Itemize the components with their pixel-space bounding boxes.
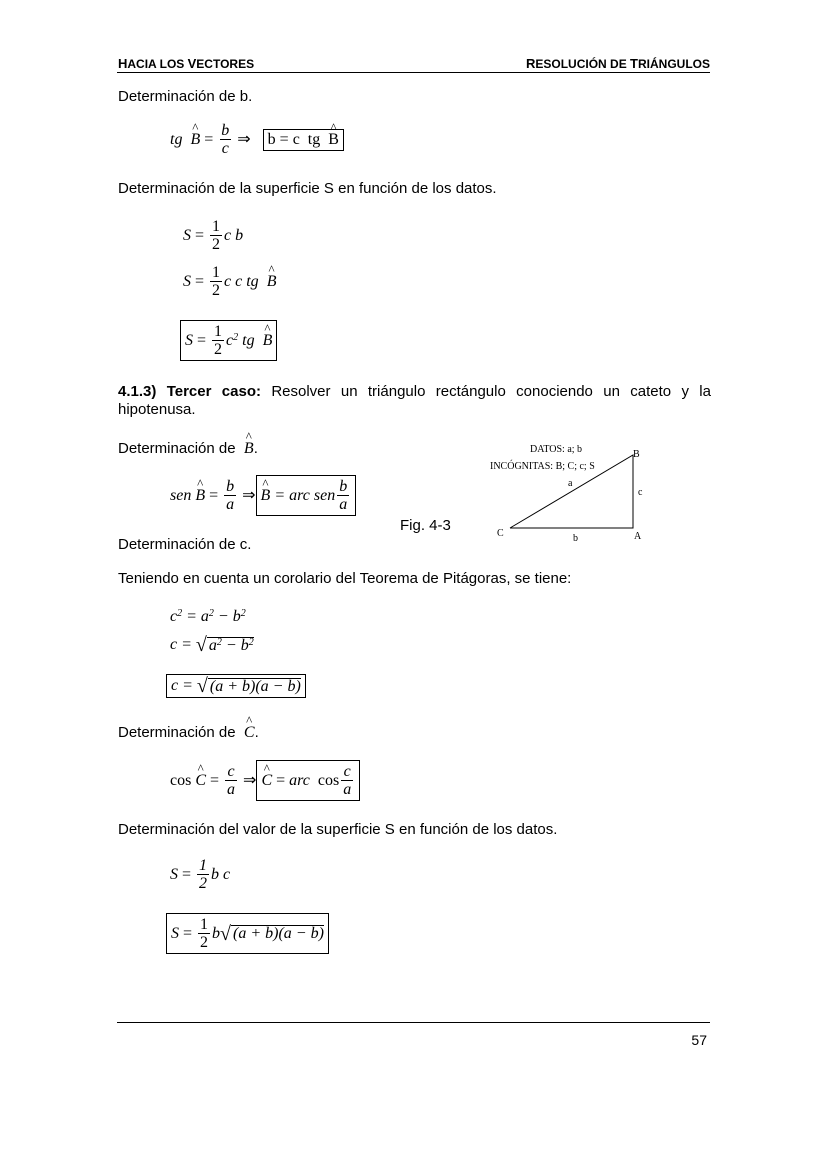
boxed-result-B: ^ B = arc sen $\frac{b}{a}$ — [256, 475, 357, 516]
formula-c-sqrt: c = √ $a^2 - b^2$ — [170, 634, 254, 656]
heading-det-s: Determinación de la superficie S en función de los datos. — [118, 180, 497, 197]
side-c-label: c — [638, 487, 643, 498]
formula-tg-b: tg ^ B = $\frac{b}{c}$ ⇒ b = c tg ^ B — [170, 122, 344, 157]
side-b-label: b — [573, 533, 578, 544]
header-rule — [117, 72, 710, 73]
heading-det-C: Determinación de ^ C. — [118, 724, 259, 741]
footer-rule — [117, 1022, 710, 1023]
running-header-right: RESOLUCIÓN DE TRIÁNGULOS — [525, 56, 710, 71]
formula-c-squared: $c^2 = a^2 - b^2$ — [170, 608, 246, 625]
formula-s-cctg: S = $\frac{1}{2}$ c c tg ^ B — [183, 264, 276, 299]
heading-det-s2: Determinación del valor de la superficie S en función de los datos. — [118, 821, 558, 838]
vertex-c-label: C — [497, 528, 504, 539]
heading-det-c: Determinación de c. — [118, 536, 252, 553]
formula-s-cb: S = $\frac{1}{2}$ c b — [183, 218, 244, 253]
boxed-result-C: ^ C = arc cos $\frac{c}{a}$ — [256, 760, 360, 801]
formula-cos-c: cos ^ C = $\frac{c}{a}$ ⇒ ^ C = arc cos $\frac{c}{a}$ — [170, 760, 360, 801]
side-a-label: a — [568, 478, 573, 489]
formula-sen-b: sen ^ B = $\frac{b}{a}$ ⇒ ^ B = arc sen $\frac{b}{a}$ — [170, 475, 356, 516]
boxed-result-b: b = c tg ^ B — [263, 129, 344, 151]
page-number: 57 — [691, 1032, 707, 1048]
pitagoras-text: Teniendo en cuenta un corolario del Teorema de Pitágoras, se tiene: — [118, 570, 572, 587]
boxed-formula-c: c = √ (a + b)(a − b) — [166, 674, 306, 698]
heading-det-B: Determinación de ^ B. — [118, 440, 258, 457]
formula-s-bc: S = $\frac{1}{2}$ b c — [170, 857, 231, 892]
running-header-left: HACIA LOS VECTORES — [118, 56, 255, 71]
vertex-a-label: A — [634, 531, 642, 542]
heading-det-b: Determinación de b. — [118, 88, 253, 105]
figure-datos: DATOS: a; b — [530, 444, 583, 455]
boxed-formula-s: S = $\frac{1}{2}$ $c^2$ tg ^ B — [180, 320, 277, 361]
boxed-formula-s2: S = $\frac{1}{2}$ b √ (a + b)(a − b) — [166, 913, 329, 954]
figure-caption: Fig. 4-3 — [400, 517, 451, 534]
figure-incognitas: INCÓGNITAS: B; C; c; S — [490, 461, 595, 472]
section-paragraph: 4.1.3) Tercer caso: Resolver un triángulo rectángulo conociendo un cateto y la hipotenusa. — [118, 383, 711, 418]
vertex-b-label: B — [633, 449, 640, 460]
triangle-figure — [488, 440, 658, 545]
